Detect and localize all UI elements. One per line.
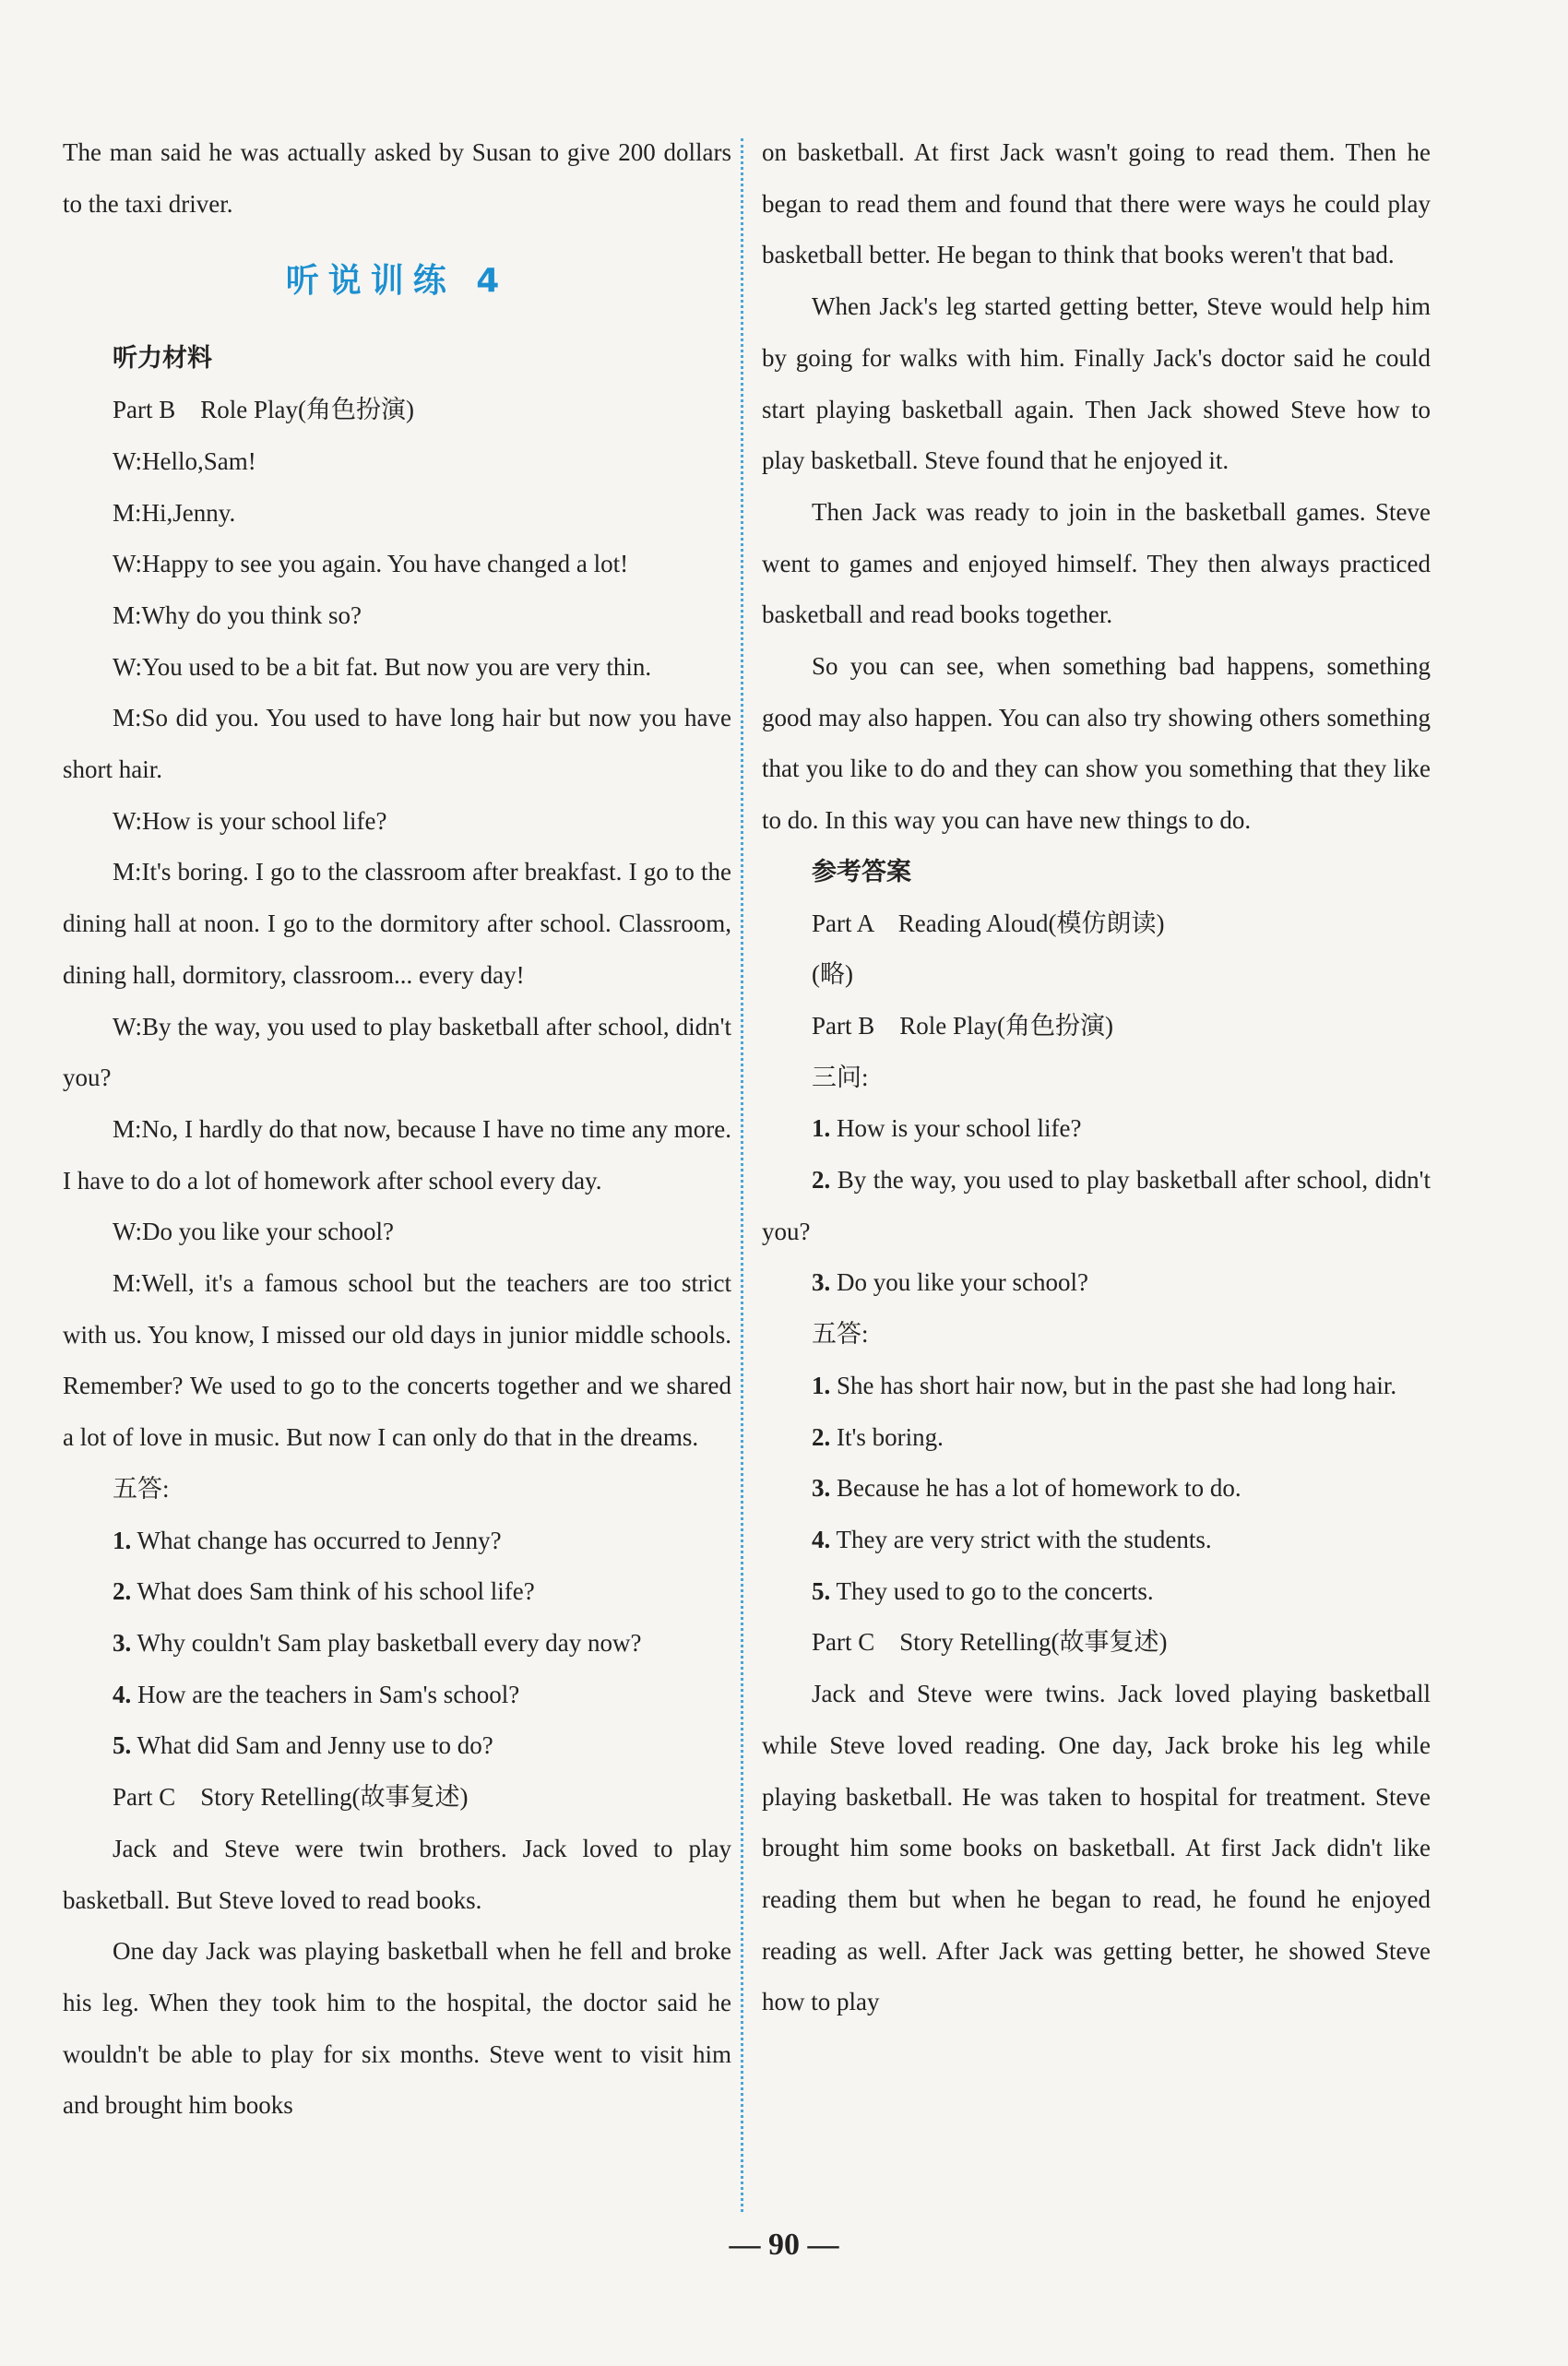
five-questions-heading: 五答: <box>113 1474 170 1503</box>
dialogue-line: M:It's boring. I go to the classroom after breakfast. I go to the dining hall at noon. I go to the dormitory after school. Classroom, dining hall, dormitory, classroom... every day! <box>63 858 731 989</box>
column-divider <box>741 138 743 2212</box>
answer-item: 2. It's boring. <box>812 1422 944 1451</box>
dialogue-line: M:Why do you think so? <box>113 600 362 629</box>
story-paragraph: Jack and Steve were twin brothers. Jack loved to play basketball. But Steve loved to read books. <box>63 1834 731 1914</box>
story-paragraph: Then Jack was ready to join in the basketball games. Steve went to games and enjoyed himself. They then always practiced basketball and read books together. <box>762 497 1431 629</box>
question-item: 1. How is your school life? <box>812 1114 1082 1143</box>
three-questions-heading: 三问: <box>812 1063 869 1091</box>
question-item: 3. Why couldn't Sam play basketball every day now? <box>113 1628 642 1657</box>
question-item: 1. What change has occurred to Jenny? <box>113 1526 502 1554</box>
material-heading: 听力材料 <box>113 344 212 373</box>
dialogue-line: M:No, I hardly do that now, because I have no time any more. I have to do a lot of homework after school every day. <box>63 1114 731 1195</box>
story-paragraph: When Jack's leg started getting better, Steve would help him by going for walks with him. Finally Jack's doctor said he could start playing basketball again. Then Jack showed Steve how to play basketball. Steve found that he enjoyed it. <box>762 292 1431 475</box>
answers-heading: 参考答案 <box>812 857 911 886</box>
dialogue-line: W:Do you like your school? <box>113 1218 394 1246</box>
part-a-heading: Part A Reading Aloud(模仿朗读) <box>812 909 1165 937</box>
page-number: — 90 — <box>729 2228 839 2262</box>
part-a-answer: (略) <box>812 960 853 989</box>
answer-item: 3. Because he has a lot of homework to do. <box>812 1474 1241 1503</box>
question-item: 4. How are the teachers in Sam's school? <box>113 1680 520 1708</box>
section-title: 听说训练 4 <box>285 262 509 301</box>
part-b-heading: Part B Role Play(角色扮演) <box>113 396 414 424</box>
question-item: 2. What does Sam think of his school life? <box>113 1577 535 1606</box>
right-column <box>762 127 1431 2028</box>
part-b-heading: Part B Role Play(角色扮演) <box>812 1011 1113 1040</box>
five-answers-heading: 五答: <box>812 1320 869 1349</box>
left-column <box>63 127 731 2132</box>
question-item: 2. By the way, you used to play basketball after school, didn't you? <box>762 1166 1431 1245</box>
question-item: 5. What did Sam and Jenny use to do? <box>113 1731 493 1760</box>
dialogue-line: W:By the way, you used to play basketball after school, didn't you? <box>63 1012 731 1092</box>
story-paragraph: So you can see, when something bad happens, something good may also happen. You can also try showing others something that you like to do and they can show you something that they like to do. In this way you can have new things to do. <box>762 652 1431 835</box>
part-c-heading: Part C Story Retelling(故事复述) <box>113 1783 469 1812</box>
dialogue-line: W:Hello,Sam! <box>113 446 256 475</box>
answer-item: 5. They used to go to the concerts. <box>812 1576 1154 1605</box>
dialogue-line: W:How is your school life? <box>113 806 387 835</box>
intro-text: The man said he was actually asked by Susan to give 200 dollars to the taxi driver. <box>63 138 731 218</box>
dialogue-line: W:Happy to see you again. You have changed a lot! <box>113 550 629 578</box>
question-item: 3. Do you like your school? <box>812 1268 1088 1297</box>
story-paragraph: on basketball. At first Jack wasn't going to read them. Then he began to read them and found that there were ways he could play basketball better. He began to think that books weren't that bad. <box>762 138 1431 269</box>
answer-item: 1. She has short hair now, but in the past she had long hair. <box>812 1371 1397 1399</box>
dialogue-line: M:Well, it's a famous school but the teachers are too strict with us. You know, I missed our old days in junior middle schools. Remember? We used to go to the concerts together and we shared a lot of love in music. But now I can only do that in the dreams. <box>63 1269 731 1452</box>
story-paragraph: One day Jack was playing basketball when he fell and broke his leg. When they took him to the hospital, the doctor said he wouldn't be able to play for six months. Steve went to visit him and brought him books <box>63 1937 731 2120</box>
part-c-heading: Part C Story Retelling(故事复述) <box>812 1628 1168 1657</box>
dialogue-line: M:So did you. You used to have long hair but now you have short hair. <box>63 704 731 784</box>
answer-item: 4. They are very strict with the students. <box>812 1525 1212 1553</box>
dialogue-line: M:Hi,Jenny. <box>113 498 236 527</box>
retelling-paragraph: Jack and Steve were twins. Jack loved playing basketball while Steve loved reading. One day, Jack broke his leg while playing basketball. He was taken to hospital for treatment. Steve brought him some books on basketball. At first Jack didn't like reading them but when he began to read, he found he enjoyed reading as well. After Jack was getting better, he showed Steve how to play <box>762 1680 1431 2016</box>
dialogue-line: W:You used to be a bit fat. But now you are very thin. <box>113 652 652 681</box>
